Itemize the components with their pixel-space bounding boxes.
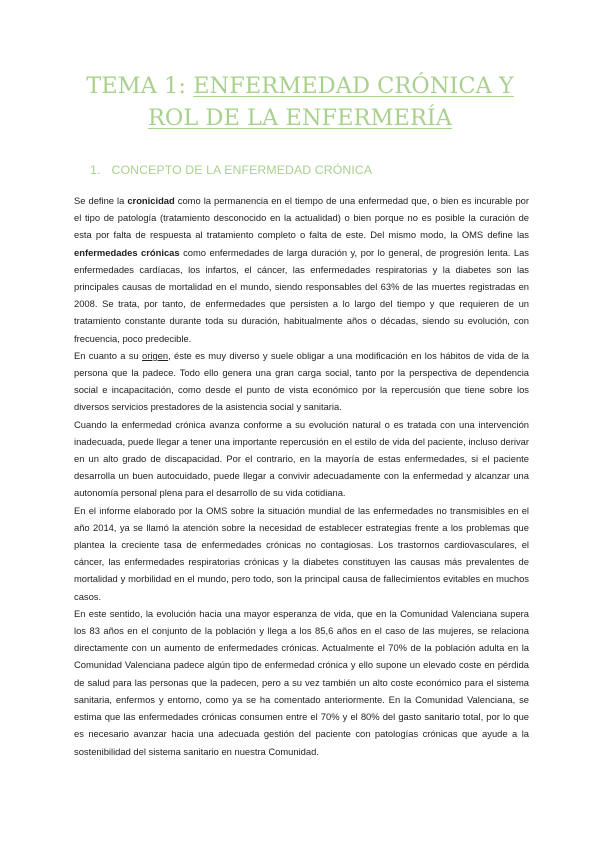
page-title	[60, 70, 540, 134]
section-number: 1.	[90, 163, 101, 177]
paragraph-2: En cuanto a su origen, éste es muy diverso y suele obligar a una modificación en los hábitos de vida de la persona que la padece. Todo ello genera una gran carga social, tanto por la perspectiva de dependencia social e incapacitación, como desde el punto de vista económico por la repercusión que tiene sobre los diversos servicios prestadores de la asistencia social y sanitaria.	[74, 349, 530, 413]
paragraph-5: En este sentido, la evolución hacia una mayor esperanza de vida, que en la Comunidad Valenciana supera los 83 años en el conjunto de la población y llega a los 85,6 años en el caso de las mujeres, se relaciona directamente con un aumento de enfermedades crónicas. Actualmente el 70% de la población adulta en la Comunidad Valenciana padece algún tipo de enfermedad crónica y ello supone un elevado coste en pérdida de salud para las personas que la padecen, pero a su vez también un alto coste económico para el sistema sanitaria, enfermos y entorno, como ya se ha comentado anteriormente. En la Comunidad Valenciana, se estima que las enfermedades crónicas consumen entre el 70% y el 80% del gasto sanitario total, por lo que es necesario avanzar hacia una adecuada gestión del paciente con patologías crónicas que ayude a la sostenibilidad del sistema sanitario en nuestra Comunidad.	[74, 607, 529, 757]
paragraph-1: Se define la cronicidad como la permanencia en el tiempo de una enfermedad que, o bien es incurable por el tipo de patología (tratamiento desconocido en la actualidad) o bien porque no es posible la curación de esta por falta de respuesta al tratamiento completo o falta de este. Del mismo modo, la OMS define las enfermedades crónicas como enfermedades de larga duración y, por lo general, de progresión lenta. Las enfermedades cardíacas, los infartos, el cáncer, las enfermedades respiratorias y la diabetes son las principales causas de mortalidad en el mundo, siendo responsables del 63% de las muertes registradas en 2008. Se trata, por tanto, de enfermedades que persisten a lo largo del tiempo y que requieren de un tratamiento constante durante toda su duración, habitualmente años o décadas, siendo su evolución, con frecuencia, poco predecible.	[74, 195, 529, 344]
underlined-term-origen: origen	[142, 349, 169, 361]
bold-term-cronicidad: cronicidad	[127, 195, 175, 206]
paragraph-3: Cuando la enfermedad crónica avanza conforme a su evolución natural o es tratada con una intervención inadecuada, puede llegar a tener una importante repercusión en el estilo de vida del paciente, incluso derivar en un alto grado de discapacidad. Por el contrario, en la mayoría de estas enfermedades, si el paciente desarrolla un buen autocuidado, puede llegar a convivir adecuadamente con la enfermedad y alcanzar una autonomía personal plena para el desarrollo de su vida cotidiana.	[74, 418, 529, 499]
title-prefix: TEMA 1:	[86, 73, 194, 99]
section-heading-text: CONCEPTO DE LA ENFERMEDAD CRÓNICA	[111, 163, 373, 177]
section-heading	[90, 163, 372, 177]
title-underlined: ENFERMEDAD CRÓNICA Y ROL DE LA ENFERMERÍA	[147, 73, 514, 131]
bold-term-enfermedades-cronicas: enfermedades crónicas	[74, 246, 180, 258]
paragraph-4: En el informe elaborado por la OMS sobre la situación mundial de las enfermedades no transmisibles en el año 2014, ya se llamó la atención sobre la necesidad de establecer estrategias frente a los problemas que plantea la creciente tasa de enfermedades crónicas no contagiosas. Los trastornos cardiovasculares, el cáncer, las enfermedades respiratorias crónicas y la diabetes constituyen las causas más prevalentes de mortalidad y morbilidad en el mundo, pero todo, son la principal causa de fallecimientos evitables en muchos casos.	[74, 504, 529, 602]
body-text	[74, 192, 529, 760]
